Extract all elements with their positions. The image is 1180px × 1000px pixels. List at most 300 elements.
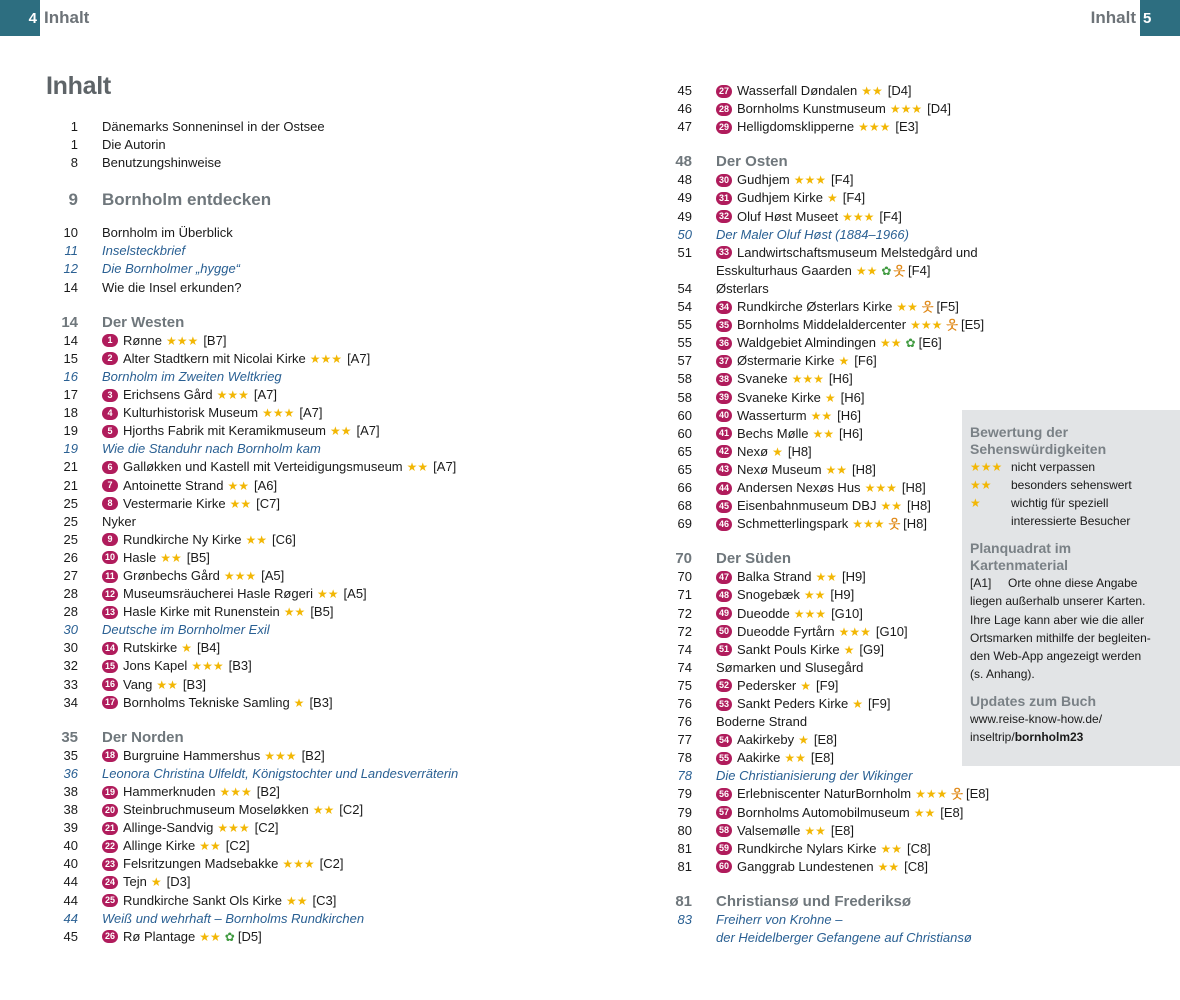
toc-entry[interactable] <box>46 639 516 657</box>
star-rating: ★★★ <box>793 173 827 188</box>
toc-page-number: 30 <box>63 640 78 656</box>
toc-entry-content <box>716 677 838 695</box>
toc-entry-content <box>102 694 333 712</box>
toc-entry[interactable] <box>46 765 516 783</box>
rating-legend-row <box>970 494 1172 512</box>
map-grid-reference: [F4] <box>842 190 866 206</box>
rating-legend-row <box>970 458 1172 476</box>
map-grid-reference: [F9] <box>816 677 839 693</box>
toc-page-number: 45 <box>677 83 692 98</box>
toc-entry-title: Sankt Peders Kirke <box>737 696 849 711</box>
toc-entry[interactable] <box>660 804 964 822</box>
star-rating: ★★★ <box>217 821 250 836</box>
family-icon: 웃 <box>921 300 934 315</box>
map-grid-reference: [D4] <box>927 101 951 117</box>
toc-entry[interactable] <box>660 677 960 695</box>
star-rating: ★ <box>181 641 192 656</box>
toc-page-number: 55 <box>677 335 692 351</box>
toc-entry[interactable] <box>660 713 960 731</box>
toc-entry-content <box>716 153 788 171</box>
toc-page-number: 48 <box>675 153 692 171</box>
grid-legend-title: Planquadrat im Kartenmaterial <box>970 540 1072 574</box>
toc-entry-content <box>716 515 927 533</box>
toc-entry[interactable] <box>660 443 960 461</box>
map-grid-reference: [G9] <box>859 641 884 657</box>
toc-entry[interactable] <box>660 352 960 370</box>
toc-page-number: 12 <box>63 261 78 277</box>
map-grid-reference: [C2] <box>339 802 364 818</box>
star-rating: ★★★ <box>915 787 948 802</box>
toc-entry[interactable] <box>660 316 985 334</box>
map-grid-reference: [F5] <box>936 299 959 315</box>
star-rating: ★★★ <box>970 460 1003 474</box>
toc-entry[interactable] <box>660 731 960 749</box>
star-rating: ★ <box>843 642 855 657</box>
toc-page-number: 30 <box>63 622 78 638</box>
map-grid-reference: [H6] <box>840 389 865 405</box>
map-grid-reference: [C8] <box>904 858 928 874</box>
toc-entry[interactable] <box>660 749 960 767</box>
toc-entry[interactable] <box>46 873 516 891</box>
rating-legend-label: nicht verpassen <box>1011 460 1096 474</box>
star-rating: ★ <box>772 444 783 459</box>
toc-entry[interactable] <box>660 767 960 785</box>
map-grid-reference: [B3] <box>228 658 252 674</box>
star-rating: ★ <box>293 695 305 710</box>
star-rating: ★ <box>150 875 162 890</box>
toc-entry[interactable] <box>46 567 516 585</box>
star-rating: ★★ <box>784 751 806 766</box>
toc-entry-title: Leonora Christina Ulfeldt, Königstochter und Landesverräterin <box>102 765 459 781</box>
star-rating: ★★★ <box>166 333 199 348</box>
toc-entry[interactable] <box>660 641 960 659</box>
map-grid-reference: [E3] <box>895 119 919 135</box>
sight-number-badge: 36 <box>716 337 732 350</box>
toc-entry[interactable] <box>46 603 516 621</box>
toc-entry[interactable] <box>46 368 516 386</box>
toc-page-number: 35 <box>63 747 78 763</box>
toc-page-number: 19 <box>63 423 78 439</box>
toc-entry-content <box>102 910 364 928</box>
toc-entry-title: Der Osten <box>716 153 788 171</box>
toc-entry[interactable] <box>46 657 516 675</box>
toc-entry[interactable] <box>46 242 516 260</box>
sight-number-badge: 6 <box>102 461 118 474</box>
toc-entry[interactable] <box>46 819 516 837</box>
toc-entry[interactable] <box>46 118 516 136</box>
toc-entry-title: Wasserturm <box>737 407 807 423</box>
toc-entry[interactable] <box>660 568 960 586</box>
toc-entry-title: Christiansø und Frederiksø <box>716 892 912 910</box>
toc-entry[interactable] <box>46 676 516 694</box>
toc-page-number: 10 <box>63 225 78 241</box>
toc-page-number: 26 <box>63 549 78 565</box>
toc-page-number: 49 <box>677 208 692 224</box>
toc-section-heading[interactable] <box>660 893 960 911</box>
sight-number-badge: 44 <box>716 482 732 495</box>
toc-entry-content <box>716 659 863 677</box>
nature-icon: ✿ <box>224 929 235 944</box>
star-rating: ★★★ <box>852 517 885 532</box>
toc-entry-content <box>102 224 233 242</box>
toc-entry-title: Bornholm im Zweiten Weltkrieg <box>102 368 282 384</box>
toc-page-number: 28 <box>63 586 78 602</box>
toc-entry[interactable] <box>660 389 960 407</box>
sight-number-badge: 25 <box>102 894 118 907</box>
toc-page-number: 48 <box>677 172 692 188</box>
toc-entry-content <box>716 82 912 100</box>
toc-entry-title: Helligdomsklipperne <box>737 119 855 135</box>
grid-legend-text: (s. Anhang). <box>970 666 1035 681</box>
toc-entry[interactable] <box>660 929 972 947</box>
toc-entry-title: Waldgebiet Almindingen <box>737 335 876 351</box>
toc-entry-title: Wie die Standuhr nach Bornholm kam <box>102 441 321 457</box>
toc-entry[interactable] <box>660 280 960 298</box>
toc-entry[interactable] <box>660 82 960 100</box>
toc-entry-title: Nyker <box>102 513 136 529</box>
toc-entry[interactable] <box>46 801 516 819</box>
toc-entry[interactable] <box>46 495 516 513</box>
toc-entry[interactable] <box>46 747 516 765</box>
sight-number-badge: 23 <box>102 858 118 871</box>
star-rating: ★★★ <box>262 406 295 421</box>
toc-entry[interactable] <box>660 425 960 443</box>
toc-entry[interactable] <box>46 585 516 603</box>
star-rating: ★★★ <box>216 388 249 403</box>
star-rating: ★★ <box>199 839 221 854</box>
toc-page-number: 76 <box>677 696 692 711</box>
toc-entry[interactable] <box>46 440 516 458</box>
toc-entry[interactable] <box>46 837 516 855</box>
toc-entry[interactable] <box>660 244 978 262</box>
toc-section-heading[interactable] <box>46 314 516 332</box>
toc-section-heading[interactable] <box>46 729 516 747</box>
toc-entry-content <box>102 585 367 603</box>
map-grid-reference: [H8] <box>903 516 927 532</box>
toc-entry[interactable] <box>46 855 516 873</box>
toc-entry-title: Hjorths Fabrik mit Keramikmuseum <box>123 423 326 439</box>
toc-entry-content <box>716 244 978 262</box>
toc-entry[interactable] <box>660 822 960 840</box>
toc-entry[interactable] <box>660 189 960 207</box>
toc-entry-content <box>716 804 963 822</box>
toc-entry-title: Vang <box>123 676 153 692</box>
toc-entry-content <box>102 837 250 855</box>
toc-entry-title: Bornholms Automobilmuseum <box>737 804 910 820</box>
map-grid-reference: [H9] <box>830 587 855 603</box>
toc-entry[interactable] <box>660 605 960 623</box>
toc-entry-content <box>102 639 220 657</box>
toc-page-number: 25 <box>63 531 78 547</box>
toc-page-number: 38 <box>63 802 78 818</box>
toc-entry-title: Allinge-Sandvig <box>123 820 214 836</box>
map-grid-reference: [F6] <box>854 353 877 369</box>
toc-page-number: 70 <box>675 550 692 568</box>
toc-entry-content <box>102 621 270 639</box>
toc-entry-title: Galløkken und Kastell mit Verteidigungsmuseum <box>123 459 403 475</box>
toc-entry[interactable] <box>46 458 516 476</box>
star-rating <box>970 512 1011 530</box>
toc-entry[interactable] <box>46 422 516 440</box>
toc-entry-content <box>716 731 837 749</box>
toc-entry[interactable] <box>46 260 516 278</box>
toc-page-number: 55 <box>677 317 692 333</box>
toc-page-number: 27 <box>63 567 78 583</box>
star-rating: ★ <box>852 697 864 711</box>
map-grid-reference: [A6] <box>253 477 278 493</box>
toc-page-number: 14 <box>63 279 78 295</box>
toc-page-number: 14 <box>63 332 78 348</box>
toc-entry[interactable] <box>46 279 516 297</box>
toc-entry[interactable] <box>46 350 516 368</box>
toc-entry[interactable] <box>660 586 960 604</box>
grid-legend-text: Ortsmarken mithilfe der begleiten- <box>970 630 1151 645</box>
toc-entry[interactable] <box>660 659 960 677</box>
toc-entry-content <box>716 443 812 461</box>
toc-entry[interactable] <box>660 911 960 929</box>
toc-entry-title: Dänemarks Sonneninsel in der Ostsee <box>102 119 325 134</box>
sight-number-badge: 32 <box>716 210 732 223</box>
toc-entry[interactable] <box>46 477 516 495</box>
toc-entry-content <box>716 550 791 568</box>
sight-number-badge: 14 <box>102 642 118 655</box>
toc-entry-title: Svaneke Kirke <box>737 389 821 405</box>
rating-legend-row <box>970 512 1172 530</box>
star-rating: ★★★ <box>842 209 875 224</box>
toc-entry[interactable] <box>660 858 960 876</box>
toc-page-number: 18 <box>63 405 78 421</box>
toc-entry-content <box>102 279 241 297</box>
star-rating: ★★ <box>855 263 878 278</box>
toc-section-heading[interactable] <box>46 189 516 211</box>
sight-number-badge: 19 <box>102 786 118 799</box>
toc-entry[interactable] <box>660 370 960 388</box>
toc-entry[interactable] <box>46 154 516 172</box>
toc-entry-content <box>716 695 890 713</box>
sight-number-badge: 48 <box>716 589 732 602</box>
toc-page-number: 65 <box>677 443 692 459</box>
toc-page-number: 78 <box>677 750 692 766</box>
toc-page-number: 60 <box>677 407 692 423</box>
update-url-line-1[interactable]: www.reise-know-how.de/ <box>970 711 1103 726</box>
toc-entry[interactable] <box>46 549 516 567</box>
toc-entry[interactable] <box>46 224 516 242</box>
toc-entry[interactable] <box>660 298 960 316</box>
sight-number-badge: 7 <box>102 479 118 492</box>
toc-entry-title: Rundkirche Østerlars Kirke <box>737 299 893 315</box>
toc-page-number: 38 <box>63 784 78 799</box>
toc-entry-content <box>716 749 834 767</box>
toc-page-number: 47 <box>677 119 692 135</box>
toc-entry[interactable] <box>46 136 516 154</box>
toc-entry-title: Felsritzungen Madsebakke <box>123 856 279 872</box>
sight-number-badge: 28 <box>716 103 732 116</box>
map-grid-reference: [F4] <box>879 208 902 224</box>
running-title-left: Inhalt <box>44 8 90 27</box>
toc-entry-content <box>716 497 931 515</box>
toc-page-number: 21 <box>63 477 78 493</box>
map-grid-reference: [A7] <box>253 387 277 403</box>
map-grid-reference: [B5] <box>186 549 210 565</box>
legend-box <box>962 410 1180 766</box>
toc-entry[interactable] <box>46 892 516 910</box>
toc-entry[interactable] <box>660 334 960 352</box>
map-grid-reference: [E8] <box>810 750 834 766</box>
toc-page-number: 72 <box>677 605 692 621</box>
toc-entry[interactable] <box>660 515 960 533</box>
toc-page-number: 40 <box>63 838 78 854</box>
toc-section-heading[interactable] <box>660 153 960 171</box>
toc-entry-content <box>102 350 370 368</box>
map-grid-reference: [H9] <box>841 569 866 585</box>
star-rating: ★★ <box>283 605 306 620</box>
star-rating: ★★ <box>815 570 837 585</box>
toc-entry-content <box>716 100 951 118</box>
toc-entry-content <box>716 785 989 803</box>
toc-entry-content <box>102 189 271 211</box>
toc-entry-content <box>716 171 853 189</box>
star-rating: ★★ <box>227 478 249 493</box>
toc-page-number: 44 <box>63 874 78 890</box>
toc-entry[interactable] <box>660 695 960 713</box>
toc-entry[interactable] <box>46 928 516 946</box>
toc-entry-title: Hasle Kirke mit Runenstein <box>123 604 280 620</box>
toc-page-number: 54 <box>677 299 692 315</box>
toc-entry[interactable] <box>46 621 516 639</box>
toc-column-left <box>46 118 516 946</box>
sight-number-badge: 58 <box>716 824 732 837</box>
toc-entry[interactable] <box>660 497 960 515</box>
toc-entry-title: Erichsens Gård <box>123 387 213 403</box>
toc-page-number: 65 <box>677 461 692 477</box>
star-rating: ★★ <box>285 893 308 908</box>
sight-number-badge: 46 <box>716 518 732 531</box>
star-rating: ★★ <box>880 841 902 856</box>
star-rating: ★★★ <box>889 102 923 117</box>
toc-entry[interactable] <box>46 694 516 712</box>
toc-page-number: 79 <box>677 786 692 802</box>
toc-entry[interactable] <box>660 461 960 479</box>
toc-entry[interactable] <box>660 100 960 118</box>
map-grid-reference: [C2] <box>254 820 279 836</box>
toc-entry-content <box>716 479 926 497</box>
toc-entry[interactable] <box>660 262 960 280</box>
toc-entry-title: Østermarie Kirke <box>737 353 835 369</box>
toc-entry[interactable] <box>46 531 516 549</box>
toc-page-number: 60 <box>677 425 692 441</box>
toc-entry-title: Nexø <box>737 443 769 459</box>
star-rating: ★ <box>826 191 838 206</box>
toc-entry-content <box>716 713 807 731</box>
toc-entry-title: Nexø Museum <box>737 461 822 477</box>
toc-section-heading[interactable] <box>660 550 960 568</box>
map-grid-reference: [C6] <box>272 531 296 547</box>
toc-entry[interactable] <box>660 840 960 858</box>
sight-number-badge: 12 <box>102 588 118 601</box>
toc-entry-content <box>102 729 184 747</box>
map-grid-reference: [A5] <box>343 586 367 602</box>
toc-entry-content <box>716 641 884 659</box>
toc-entry[interactable] <box>660 118 960 136</box>
toc-entry-title: Aakirkeby <box>737 732 795 748</box>
sight-number-badge: 43 <box>716 463 732 476</box>
sight-number-badge: 38 <box>716 373 732 386</box>
toc-entry-title: Eisenbahnmuseum DBJ <box>737 498 877 514</box>
sight-number-badge: 39 <box>716 391 732 404</box>
toc-entry[interactable] <box>46 386 516 404</box>
map-grid-reference: [E8] <box>813 732 837 748</box>
sight-number-badge: 16 <box>102 678 118 691</box>
toc-entry[interactable] <box>46 513 516 531</box>
map-grid-reference: [B4] <box>196 640 221 656</box>
toc-entry-content <box>716 858 928 876</box>
toc-entry-title: Svaneke <box>737 371 788 387</box>
nature-icon: ✿ <box>881 263 892 278</box>
toc-entry-content <box>716 226 909 244</box>
star-rating: ★★★ <box>864 480 897 495</box>
sight-number-badge: 42 <box>716 445 732 458</box>
toc-entry[interactable] <box>660 407 960 425</box>
sight-number-badge: 24 <box>102 876 118 889</box>
star-rating: ★ <box>800 678 812 693</box>
updates-title: Updates zum Buch <box>970 692 1097 709</box>
toc-entry[interactable] <box>46 783 516 801</box>
toc-entry-title: Pedersker <box>737 677 797 693</box>
toc-entry-title: Esskulturhaus Gaarden <box>716 262 852 278</box>
toc-entry-content <box>716 822 854 840</box>
toc-entry-content <box>102 676 206 694</box>
toc-entry-content <box>102 513 136 531</box>
toc-entry[interactable] <box>660 785 990 803</box>
toc-entry-content <box>716 461 876 479</box>
sight-number-badge: 57 <box>716 806 732 819</box>
map-grid-reference: [B3] <box>309 694 333 710</box>
toc-entry[interactable] <box>660 208 960 226</box>
toc-page-number: 45 <box>63 928 78 944</box>
running-title-right: Inhalt <box>1090 8 1136 27</box>
toc-entry[interactable] <box>660 479 960 497</box>
toc-entry-content <box>102 440 321 458</box>
toc-entry[interactable] <box>46 910 516 928</box>
toc-entry[interactable] <box>46 332 516 350</box>
toc-entry-content <box>716 425 863 443</box>
toc-entry-title: Sankt Pouls Kirke <box>737 641 840 657</box>
map-grid-reference: [A7] <box>433 459 457 475</box>
toc-page-number: 77 <box>677 732 692 748</box>
toc-entry-title: Die Autorin <box>102 137 166 153</box>
toc-entry-content <box>716 568 866 586</box>
star-rating: ★★ <box>880 336 902 351</box>
toc-page-number: 78 <box>677 768 692 784</box>
sight-number-badge: 41 <box>716 427 732 440</box>
update-url-line-2[interactable]: inseltrip/bornholm23 <box>970 730 1084 745</box>
star-rating: ★★ <box>330 424 352 439</box>
toc-page-number: 50 <box>677 226 692 242</box>
toc-entry[interactable] <box>46 404 516 422</box>
toc-page-number: 32 <box>63 658 78 674</box>
toc-entry-content <box>102 855 343 873</box>
toc-entry[interactable] <box>660 171 960 189</box>
toc-entry[interactable] <box>660 623 960 641</box>
toc-page-number: 8 <box>70 155 78 171</box>
toc-entry-title: Rø Plantage <box>123 928 196 944</box>
toc-entry[interactable] <box>660 226 960 244</box>
toc-entry-title: Burgruine Hammershus <box>123 747 261 763</box>
toc-entry-content <box>102 495 280 513</box>
toc-entry-content <box>102 242 185 260</box>
toc-page-number: 76 <box>677 714 692 730</box>
star-rating: ★★ <box>199 929 221 944</box>
